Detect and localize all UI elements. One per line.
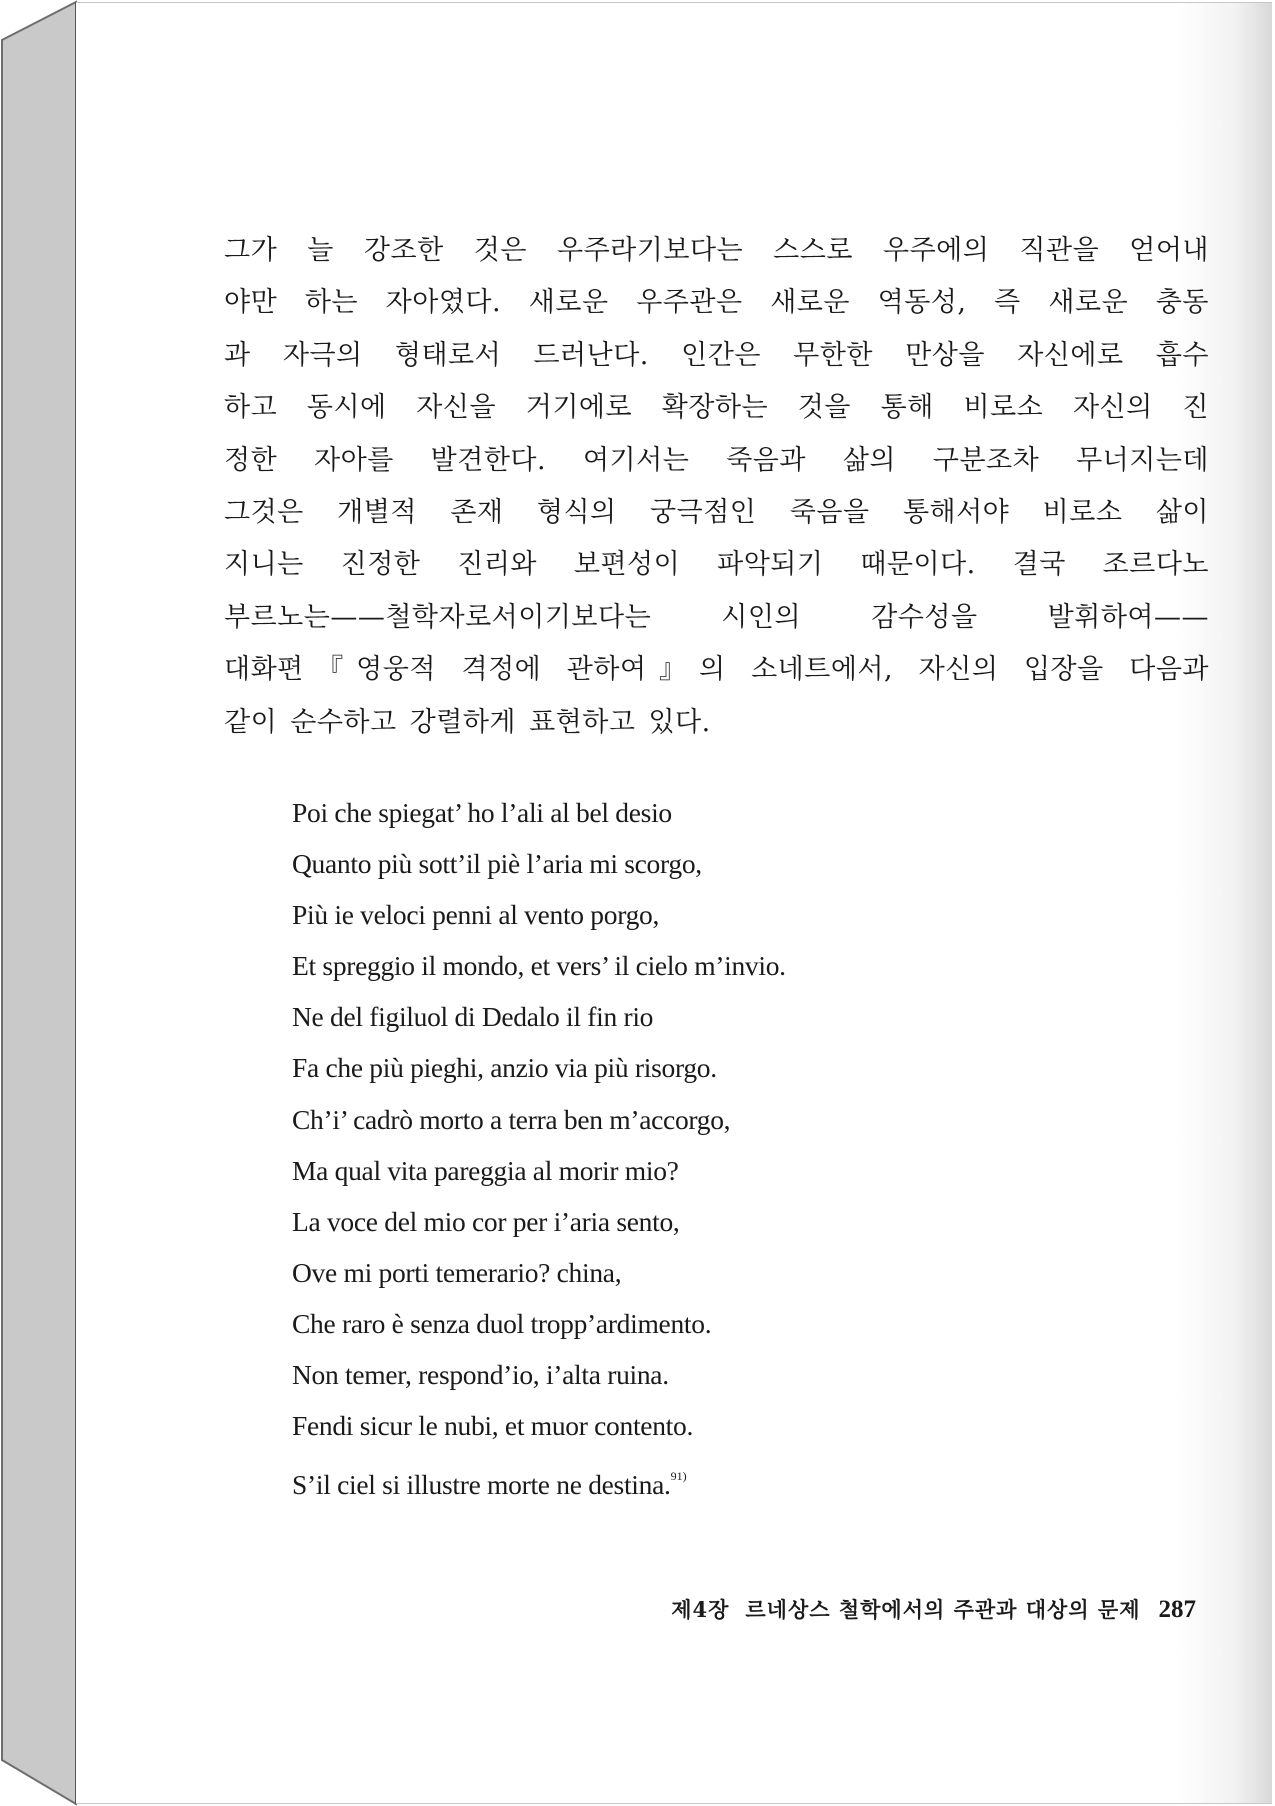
prose-line: 그것은 개별적 존재 형식의 궁극점인 죽음을 통해서야 비로소 삶이 bbox=[224, 497, 1209, 529]
page-sheet bbox=[76, 2, 1272, 1804]
poem-line: Fa che più pieghi, anzio via più risorgo. bbox=[292, 1052, 717, 1084]
prose-line: 그가 늘 강조한 것은 우주라기보다는 스스로 우주에의 직관을 얻어내 bbox=[224, 235, 1209, 266]
footnote-marker[interactable]: 91) bbox=[670, 1469, 687, 1484]
poem-line: La voce del mio cor per i’aria sento, bbox=[292, 1205, 680, 1237]
poem-line-text: S’il ciel si illustre morte ne destina. bbox=[292, 1469, 671, 1501]
poem-line-final bbox=[292, 1451, 992, 1510]
poem-line: Ch’i’ cadrò morto a terra ben m’accorgo, bbox=[292, 1103, 731, 1135]
chapter-label: 제4장 bbox=[671, 1597, 730, 1622]
poem-line: Più ie veloci penni al vento porgo, bbox=[292, 899, 660, 931]
prose-line: 같이 순수하고 강렬하게 표현하고 있다. bbox=[224, 706, 711, 738]
prose-line: 과 자극의 형태로서 드러난다. 인간은 무한한 만상을 자신에로 흡수 bbox=[224, 339, 1209, 371]
poem-line: Che raro è senza duol tropp’ardimento. bbox=[292, 1307, 712, 1339]
prose-line: 정한 자아를 발견한다. 여기서는 죽음과 삶의 구분조차 무너지는데 bbox=[224, 444, 1209, 476]
poem-line: Quanto più sott’il piè l’aria mi scorgo, bbox=[292, 848, 702, 880]
prose-line: 부르노는——철학자로서이기보다는 시인의 감수성을 발휘하여—— bbox=[224, 601, 1209, 633]
sonnet-quotation bbox=[292, 787, 992, 1510]
poem-line: Et spreggio il mondo, et vers’ il cielo m’invio. bbox=[292, 950, 786, 982]
poem-line: Non temer, respond’io, i’alta ruina. bbox=[292, 1359, 669, 1391]
prose-line: 야만 하는 자아였다. 새로운 우주관은 새로운 역동성, 즉 새로운 충동 bbox=[224, 287, 1209, 319]
prose-line: 지니는 진정한 진리와 보편성이 파악되기 때문이다. 결국 조르다노 bbox=[224, 549, 1209, 581]
poem-line: Ne del figiluol di Dedalo il fin rio bbox=[292, 1001, 654, 1033]
poem-line: Ma qual vita pareggia al morir mio? bbox=[292, 1154, 679, 1186]
running-footer bbox=[506, 1594, 1196, 1624]
body-paragraph bbox=[224, 225, 1209, 749]
page-number: 287 bbox=[1158, 1596, 1196, 1623]
prose-line: 대화편『영웅적 격정에 관하여』의 소네트에서, 자신의 입장을 다음과 bbox=[224, 654, 1209, 686]
chapter-title: 르네상스 철학에서의 주관과 대상의 문제 bbox=[745, 1597, 1141, 1622]
poem-line: Fendi sicur le nubi, et muor contento. bbox=[292, 1410, 694, 1442]
prose-line: 하고 동시에 자신을 거기에로 확장하는 것을 통해 비로소 자신의 진 bbox=[224, 392, 1209, 424]
poem-line: Poi che spiegat’ ho l’ali al bel desio bbox=[292, 797, 672, 828]
poem-line: Ove mi porti temerario? china, bbox=[292, 1256, 622, 1288]
